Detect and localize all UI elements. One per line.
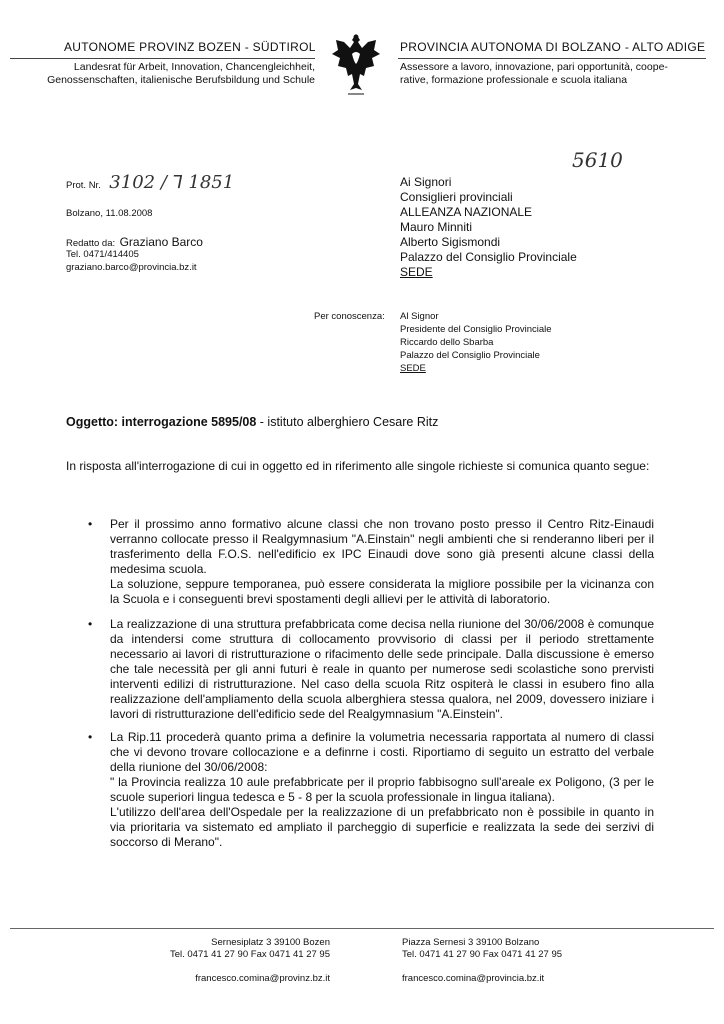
letter-date: Bolzano, 11.08.2008 bbox=[66, 208, 153, 219]
footer-left-address: Sernesiplatz 3 39100 Bozen bbox=[211, 937, 330, 948]
eagle-emblem-icon bbox=[328, 28, 384, 100]
cc-line: Riccardo dello Sbarba bbox=[400, 337, 494, 348]
cc-line-sede: SEDE bbox=[400, 363, 426, 374]
bullet-marker: • bbox=[88, 617, 93, 631]
bullet-text-continued: La soluzione, seppure temporanea, può essere considerata la migliore possibile per la vicinanza con la Scuola e i conseguenti brevi spostamenti degli allievi per le attività di laboratorio. bbox=[110, 577, 654, 606]
header-left-sub-line-1: Landesrat für Arbeit, Innovation, Chancengleichheit, bbox=[73, 61, 315, 73]
recipient-line: Alberto Sigismondi bbox=[400, 235, 501, 249]
bullet-text: Per il prossimo anno formativo alcune classi che non trovano posto presso il Centro Ritz-Einaudi verranno collocate presso il Realgymnasium "A.Einstain" negli ambienti che si renderanno liberi per il trasferimento della F.O.S. nell'edificio ex IPC Einaudi dove sono già presenti alcune classi della medesima scuola. bbox=[110, 517, 654, 576]
recipient-line: Mauro Minniti bbox=[400, 220, 473, 234]
header-right-subtitle bbox=[400, 61, 710, 87]
protocol-label: Prot. Nr. bbox=[66, 180, 101, 191]
list-item bbox=[88, 617, 654, 722]
header-right-sub-line-2: rative, formazione professionale e scuola italiana bbox=[400, 74, 628, 86]
footer-left bbox=[130, 937, 330, 985]
drafted-by-name: Graziano Barco bbox=[119, 235, 203, 249]
sender-email: graziano.barco@provincia.bz.it bbox=[66, 262, 197, 273]
recipient-line: Palazzo del Consiglio Provinciale bbox=[400, 250, 577, 264]
footer-right-phone: Tel. 0471 41 27 90 Fax 0471 41 27 95 bbox=[402, 949, 563, 960]
subject-rest: - istituto alberghiero Cesare Ritz bbox=[256, 415, 439, 429]
header-right-sub-line-1: Assessore a lavoro, innovazione, pari opportunità, coope- bbox=[400, 61, 668, 73]
bullet-marker: • bbox=[88, 730, 93, 744]
recipient-line: ALLEANZA NAZIONALE bbox=[400, 205, 533, 219]
protocol-number bbox=[66, 172, 234, 193]
recipient-line: Consiglieri provinciali bbox=[400, 190, 513, 204]
subject-bold: Oggetto: interrogazione 5895/08 bbox=[66, 415, 257, 429]
cc-line: Palazzo del Consiglio Provinciale bbox=[400, 350, 540, 361]
drafted-by-label: Redatto da: bbox=[66, 238, 116, 249]
cc-line: Presidente del Consiglio Provinciale bbox=[400, 324, 552, 335]
handwritten-number: 5610 bbox=[572, 148, 623, 172]
list-item bbox=[88, 517, 654, 607]
header-left-subtitle bbox=[10, 61, 315, 87]
header-right-rule bbox=[398, 58, 706, 59]
bullet-quote-continued: L'utilizzo dell'area dell'Ospedale per la realizzazione di un prefabbricato non è possibile in quanto in via prioritaria va sistemato ed ampliato il parcheggio di superficie e realizzata la sede dei serzivi di soccorso di Merano". bbox=[110, 805, 654, 849]
subject-line bbox=[66, 415, 438, 429]
footer-rule bbox=[10, 928, 714, 929]
recipient-line: Ai Signori bbox=[400, 175, 452, 189]
footer-left-email: francesco.comina@provinz.bz.it bbox=[195, 973, 330, 984]
bullet-text: La Rip.11 procederà quanto prima a definire la volumetria necessaria rapportata al numero di classi che vi devono trovare collocazione e a definrne i costi. Riportiamo di seguito un estratto del verbale della riunione del 30/06/2008: bbox=[110, 730, 654, 774]
footer-right-email: francesco.comina@provincia.bz.it bbox=[402, 973, 545, 984]
sender-phone: Tel. 0471/414405 bbox=[66, 249, 139, 260]
list-item bbox=[88, 730, 654, 850]
bullet-text: La realizzazione di una struttura prefabbricata come decisa nella riunione del 30/06/2008 è comunque da intendersi come struttura di collocamento provvisorio di classi per il periodo strettamente necessario ai lavori di ristrutturazione o rifacimento delle sede principale. Dalla discussione è emerso che tale necessità per gli anni futuri è reale in quanto per numerose sedi scolastiche sono prervisti interventi edilizi di ristrutturazione. Nel caso della scuola Ritz ospiterà le classi in esubero fino alla realizzazione dell'ampliamento della scuola alberghiera stessa qualora, nel 2009, dovessero iniziare i lavori di ristrutturazione dell'edificio sede del Realgymnasium "A.Einstein". bbox=[110, 617, 654, 721]
header-left-rule bbox=[10, 58, 315, 59]
protocol-value: 3102 / ⅂ 1851 bbox=[109, 172, 235, 193]
bullet-marker: • bbox=[88, 517, 93, 531]
footer-left-phone: Tel. 0471 41 27 90 Fax 0471 41 27 95 bbox=[169, 949, 330, 960]
recipients-block bbox=[400, 175, 577, 280]
header-right-title: PROVINCIA AUTONOMA DI BOLZANO - ALTO ADIGE bbox=[400, 40, 706, 54]
footer-right-address: Piazza Sernesi 3 39100 Bolzano bbox=[402, 937, 540, 948]
bullet-quote: " la Provincia realizza 10 aule prefabbricate per il proprio fabbisogno sull'areale ex Poligono, (3 per le scuole superiori lingua tedesca e 5 - 8 per la scuola professionale in lingua italiana). bbox=[110, 775, 654, 804]
footer-right bbox=[402, 937, 642, 985]
cc-block bbox=[400, 310, 552, 375]
cc-label: Per conoscenza: bbox=[314, 311, 385, 322]
cc-line: Al Signor bbox=[400, 311, 439, 322]
recipient-line-sede: SEDE bbox=[400, 265, 433, 279]
intro-paragraph: In risposta all'interrogazione di cui in oggetto ed in riferimento alle singole richieste si comunica quanto segue: bbox=[66, 459, 650, 473]
header-left-sub-line-2: Genossenschaften, italienische Berufsbildung und Schule bbox=[47, 74, 315, 86]
header-left-title: AUTONOME PROVINZ BOZEN - SÜDTIROL bbox=[64, 40, 316, 54]
